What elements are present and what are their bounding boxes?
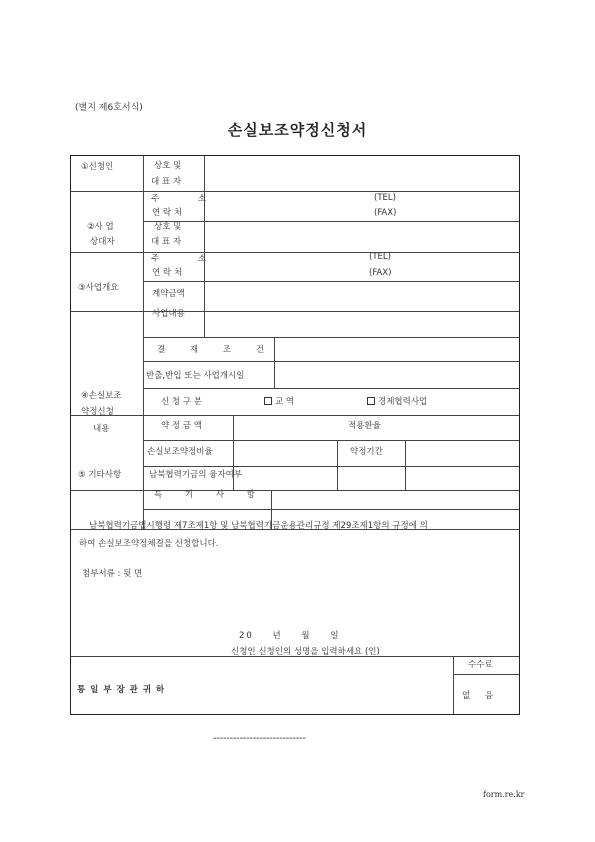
application-form-table bbox=[70, 155, 520, 715]
applicant-contact-label: 연 락 처 bbox=[152, 208, 183, 218]
footer-source: form.re.kr bbox=[483, 790, 525, 799]
contract-rate-label: 손실보조약정비율 bbox=[147, 447, 213, 457]
contract-amount-label-4: 약 정 금 액 bbox=[161, 421, 202, 431]
counterpart-contact-label: 연 락 처 bbox=[152, 268, 183, 278]
application-type-label: 신 청 구 분 bbox=[161, 397, 202, 407]
loss-subsidy-label-1: ④손실보조 bbox=[81, 391, 122, 401]
shipment-date-label: 반출,반입 또는 사업개시일 bbox=[146, 371, 245, 381]
option-economic[interactable] bbox=[367, 397, 427, 407]
fee-header: 수수료 bbox=[468, 660, 493, 670]
counterpart-label-2: 상대자 bbox=[90, 237, 115, 247]
loss-subsidy-label-2: 약정신청 bbox=[81, 407, 114, 417]
option-trade-label: 교 역 bbox=[275, 397, 295, 407]
counterpart-name-label-2: 대 표 자 bbox=[151, 237, 182, 247]
applicant-label: ①신청인 bbox=[81, 162, 114, 172]
applicant-name-label-1: 상호 및 bbox=[154, 161, 182, 171]
applicant-fax: (FAX) bbox=[374, 208, 397, 218]
counterpart-name-label-1: 상호 및 bbox=[154, 222, 182, 232]
loss-subsidy-label-3: 내용 bbox=[93, 424, 110, 434]
applicant-address-label: 주 소 bbox=[151, 194, 225, 204]
date-line: 20 년 월 일 bbox=[239, 631, 341, 641]
option-trade[interactable] bbox=[264, 397, 294, 407]
fund-loan-label: 남북협력기금의 융자여부 bbox=[149, 470, 243, 480]
applicant-signature-line: 신청인 신청인의 성명을 입력하세요 (인) bbox=[231, 647, 380, 657]
form-title: 손실보조약정신청서 bbox=[227, 121, 368, 139]
counterpart-label-1: ②사 업 bbox=[87, 222, 114, 232]
contract-period-label: 약정기간 bbox=[350, 447, 383, 457]
applicant-name-label-2: 대 표 자 bbox=[151, 177, 182, 187]
counterpart-fax: (FAX) bbox=[369, 268, 392, 278]
contract-amount-label: 계약금액 bbox=[152, 289, 185, 299]
statement-line-2: 하여 손실보조약정체결을 신청합니다. bbox=[79, 539, 219, 549]
form-number-label: (별지 제6호서식) bbox=[75, 103, 143, 113]
trade-checkbox[interactable] bbox=[264, 397, 272, 405]
attachments-text: 첨부서류 : 뒷 면 bbox=[82, 569, 143, 579]
business-overview-label: ③사업개요 bbox=[78, 283, 119, 293]
exchange-rate-label: 적용환율 bbox=[348, 421, 381, 431]
applicant-tel: (TEL) bbox=[374, 193, 396, 203]
statement-line-1: 남북협력기금법시행령 제7조제1항 및 남북협력기금운용관리규정 제29조제1항의 규정에 의 bbox=[89, 521, 428, 531]
recipient-text: 통 일 부 장 관 귀 하 bbox=[77, 685, 166, 695]
other-matters-label: ⑤ 기타사항 bbox=[78, 470, 122, 480]
payment-terms-label: 결 재 조 건 bbox=[157, 345, 275, 355]
special-notes-label: 특 기 사 항 bbox=[154, 490, 265, 500]
business-content-label: 사업내용 bbox=[152, 309, 185, 319]
fee-value: 없 음 bbox=[462, 691, 500, 701]
counterpart-tel: (TEL) bbox=[369, 252, 391, 262]
economic-checkbox[interactable] bbox=[367, 397, 375, 405]
cut-separator: ---------------------------- bbox=[213, 733, 306, 744]
counterpart-address-label: 주 소 bbox=[151, 254, 225, 264]
option-economic-label: 경제협력사업 bbox=[378, 397, 428, 407]
